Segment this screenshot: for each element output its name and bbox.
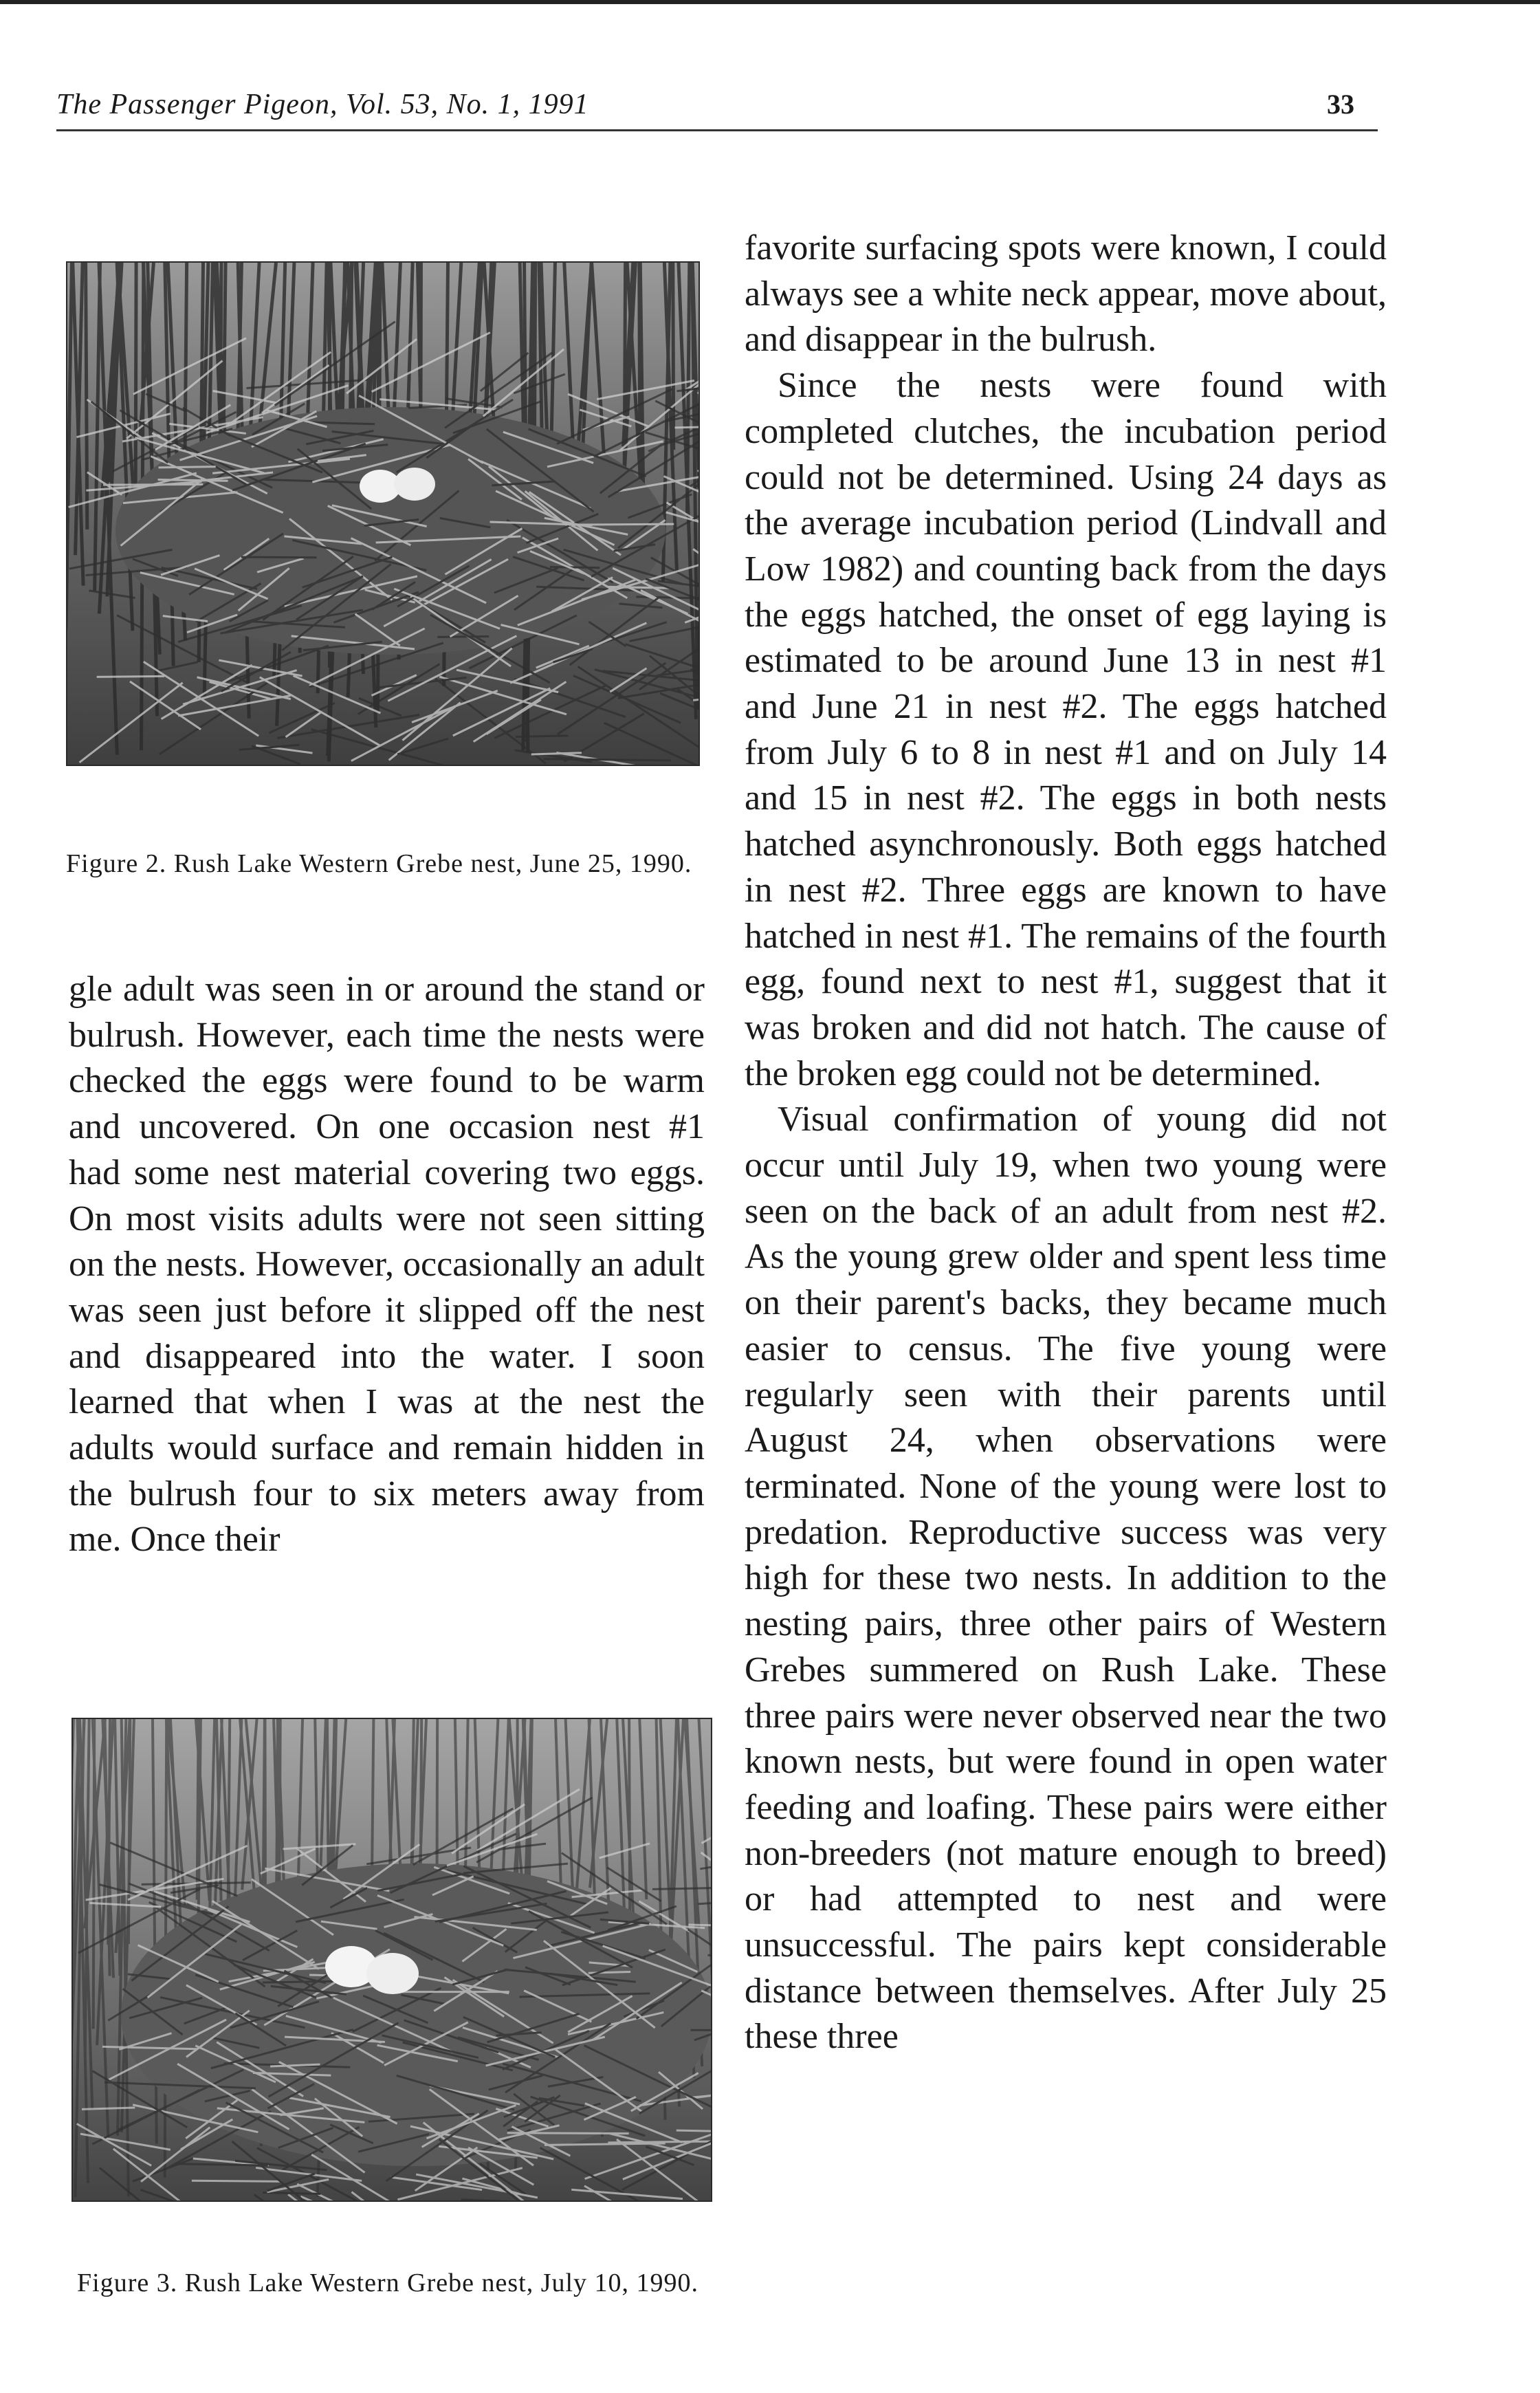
paragraph: Visual confirmation of young did not occur until July 19, when two young were seen on the back of an adult from nest #2. As the young grew older and spent less time on their parent's backs, they became much easier to census. The five young were regularly seen with their parents until August 24, when observations were terminated. None of the young were lost to predation. Reproductive success was very high for these two nests. In addition to the nesting pairs, three other pairs of Western Grebes summered on Rush Lake. These three pairs were never observed near the two known nests, but were found in open water feeding and loafing. These pairs were either non-breeders (not mature enough to breed) or had attempted to nest and were unsuccessful. The pairs kept considerable distance between themselves. After July 25 these three bbox=[745, 1100, 1387, 2057]
top-border-rule bbox=[0, 0, 1540, 4]
egg bbox=[366, 1953, 419, 1994]
header-rule bbox=[56, 129, 1378, 131]
nest-straw bbox=[158, 480, 228, 481]
running-head: The Passenger Pigeon, Vol. 53, No. 1, 1991 bbox=[56, 89, 589, 120]
page-number: 33 bbox=[1327, 89, 1354, 120]
figure-3-photo bbox=[72, 1718, 712, 2202]
nest-straw bbox=[263, 2192, 320, 2194]
paragraph: favorite surfacing spots were known, I could always see a white neck appear, move about, and disappear in the bulrush. bbox=[745, 228, 1387, 360]
nest-straw bbox=[97, 676, 165, 677]
reed-stem bbox=[673, 263, 674, 450]
paragraph: Since the nests were found with completed clutches, the incubation period could not be determined. Using 24 days as the average incubation period (Lindvall and Low 1982) and counting back from the days the eggs hatched, the onset of egg laying is estimated to be around June 13 in nest #1 and June 21 in nest #2. The eggs hatched from July 6 to 8 in nest #1 and on July 14 and 15 in nest #2. The eggs in both nests hatched asynchronously. Both eggs hatched in nest #2. Three eggs are known to have hatched in nest #1. The remains of the fourth egg, found next to nest #1, suggest that it was broken and did not hatch. The cause of the broken egg could not be determined. bbox=[745, 366, 1387, 1093]
figure-2-photo bbox=[66, 261, 700, 766]
egg bbox=[394, 468, 435, 501]
paragraph: gle adult was seen in or around the stand or bulrush. However, each time the nests were checked the eggs were found to be warm and uncovered. On one occasion nest #1 had some nest material covering two eggs. On most visits adults were not seen sitting on the nests. However, occasionally an adult was seen just before it slipped off the nest and disappeared into the water. I soon learned that when I was at the nest the adults would surface and remain hidden in the bulrush four to six meters away from me. Once their bbox=[69, 970, 705, 1560]
nest-straw bbox=[676, 2130, 711, 2132]
nest-straw bbox=[569, 524, 674, 525]
nest-photo-image bbox=[73, 1719, 711, 2200]
nest-straw bbox=[159, 467, 216, 468]
nest-straw bbox=[588, 1972, 630, 1974]
nest-straw bbox=[437, 636, 489, 637]
figure-3-caption: Figure 3. Rush Lake Western Grebe nest, July 10, 1990. bbox=[77, 2269, 699, 2297]
nest-straw bbox=[516, 736, 569, 737]
left-column-text bbox=[69, 967, 705, 1563]
right-column-text bbox=[745, 226, 1387, 2060]
nest-straw bbox=[608, 587, 671, 588]
nest-straw bbox=[544, 759, 671, 761]
nest-photo-image bbox=[67, 263, 698, 765]
figure-2-caption: Figure 2. Rush Lake Western Grebe nest, June 25, 1990. bbox=[66, 849, 692, 878]
nest-straw bbox=[241, 557, 316, 558]
